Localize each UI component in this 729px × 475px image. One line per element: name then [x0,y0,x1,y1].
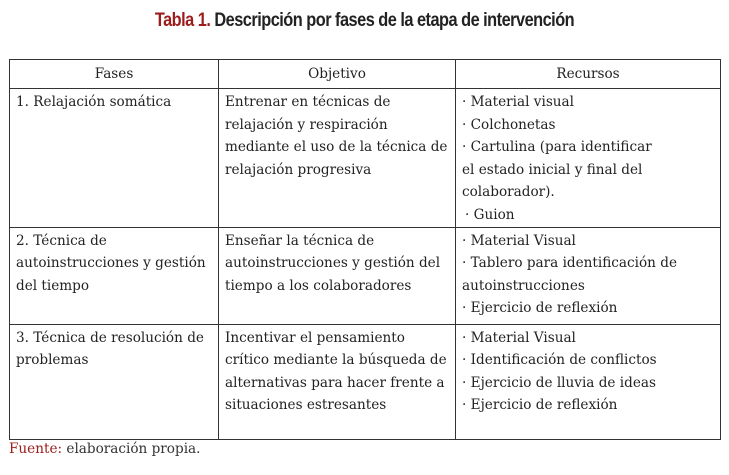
header-recursos: Recursos [456,60,721,89]
resource-item-continuation: autoinstrucciones [462,277,585,294]
table-title [51,10,678,32]
resource-item: · Ejercicio de lluvia de ideas [462,374,656,391]
resource-item: · Cartulina (para identificar [462,139,652,156]
table-row [10,227,721,324]
phases-table [9,59,721,440]
resource-item: · Ejercicio de reflexión [462,300,618,317]
resource-item: · Material Visual [462,232,576,249]
resource-item: · Guion [465,206,515,223]
source-text: elaboración propia. [62,441,201,457]
cell-objetivo: Incentivar el pensamiento crítico mediante la búsqueda de alternativas para hacer frente a situaciones estresantes [219,324,456,439]
table-row [10,89,721,228]
cell-recursos [456,324,721,439]
table-number-label: Tabla 1. [154,10,211,31]
resource-item: · Material Visual [462,329,576,346]
cell-fase: 2. Técnica de autoinstrucciones y gestión del tiempo [10,227,219,324]
resource-item-continuation: colaborador). [462,184,555,201]
resource-item: · Ejercicio de reflexión [462,397,618,414]
resource-item-continuation: el estado inicial y final del [462,161,643,178]
cell-recursos [456,227,721,324]
resource-item: · Material visual [462,94,575,110]
cell-fase: 3. Técnica de resolución de problemas [10,324,219,439]
header-objetivo: Objetivo [219,60,456,89]
resource-item: · Colchonetas [462,116,556,133]
cell-objetivo: Enseñar la técnica de autoinstrucciones y gestión del tiempo a los colaboradores [219,227,456,324]
table-row [10,324,721,439]
resource-item: · Tablero para identificación de [462,255,677,272]
cell-objetivo: Entrenar en técnicas de relajación y respiración mediante el uso de la técnica de relajación progresiva [219,89,456,228]
cell-recursos [456,89,721,228]
source-label: Fuente: [9,441,63,457]
table-title-text: Descripción por fases de la etapa de intervención [210,10,575,31]
resource-item: · Identificación de conflictos [462,352,657,369]
source-note [9,441,200,457]
cell-fase: 1. Relajación somática [10,89,219,228]
header-fases: Fases [10,60,219,89]
table-header-row [10,60,721,89]
